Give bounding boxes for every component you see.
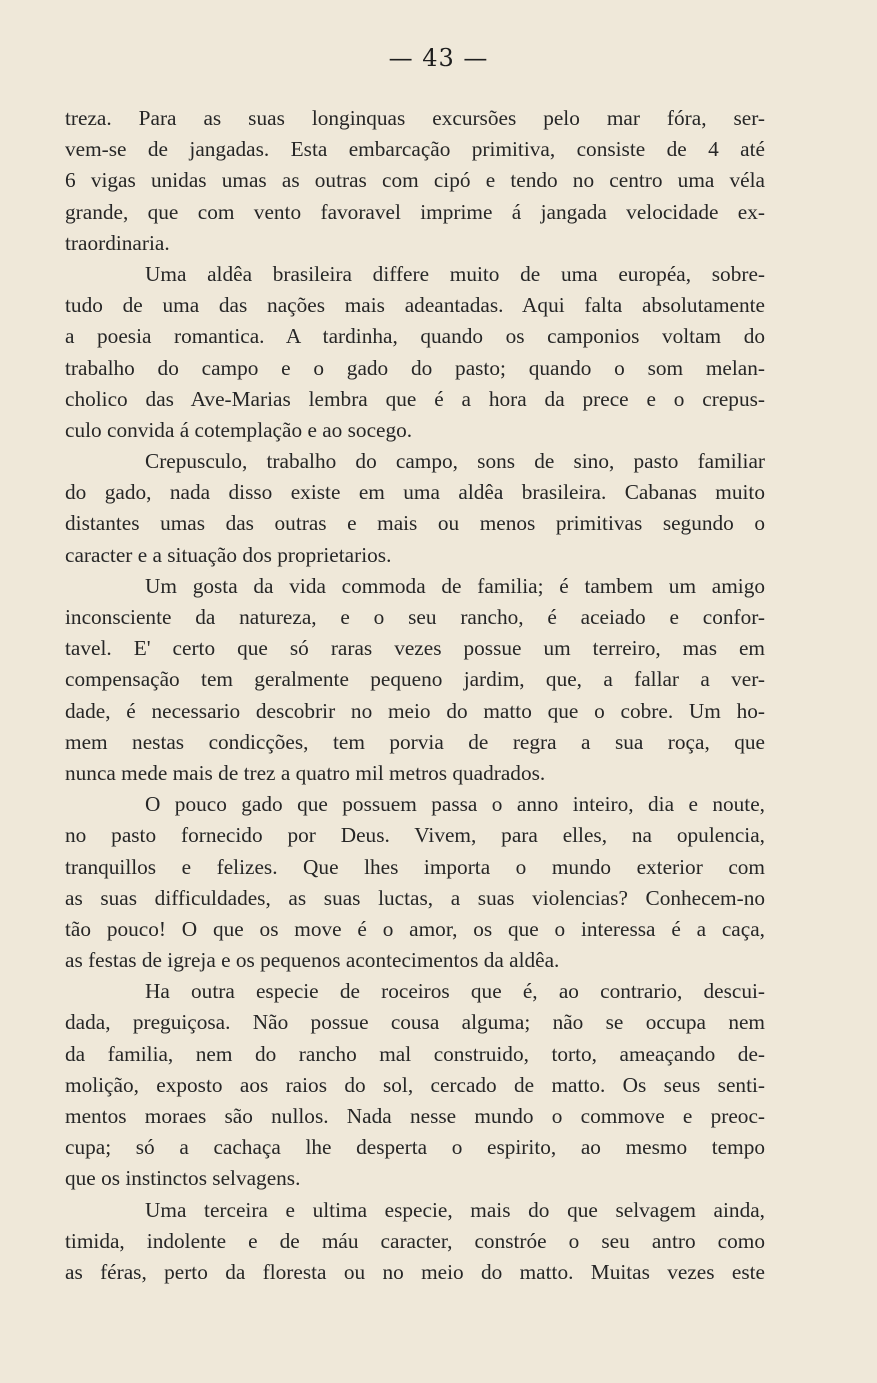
text-line: Uma terceira e ultima especie, mais do que selvagem ainda, — [145, 1197, 765, 1222]
text-line: Ha outra especie de roceiros que é, ao contrario, descui- — [145, 979, 765, 1004]
text-line: Um gosta da vida commoda de familia; é tambem um amigo — [145, 573, 765, 598]
text-line: do gado, nada disso existe em uma aldêa brasileira. Cabanas muito — [65, 480, 765, 505]
text-line: dade, é necessario descobrir no meio do matto que o cobre. Um ho- — [65, 698, 765, 723]
text-line: Uma aldêa brasileira differe muito de uma européa, sobre- — [145, 261, 765, 286]
text-line: traordinaria. — [65, 230, 170, 255]
text-line: distantes umas das outras e mais ou menos primitivas segundo o — [65, 511, 765, 536]
text-line: tudo de uma das nações mais adeantadas. Aqui falta absolutamente — [65, 293, 765, 318]
text-line: O pouco gado que possuem passa o anno inteiro, dia e noute, — [145, 792, 765, 817]
text-line: as suas difficuldades, as suas luctas, a suas violencias? Conhecem-no — [65, 885, 765, 910]
text-line: as festas de igreja e os pequenos acontecimentos da aldêa. — [65, 948, 560, 973]
text-line: grande, que com vento favoravel imprime á jangada velocidade ex- — [65, 199, 765, 224]
text-line: 6 vigas unidas umas as outras com cipó e tendo no centro uma véla — [65, 168, 765, 193]
text-line: cupa; só a cachaça lhe desperta o espirito, ao mesmo tempo — [65, 1135, 765, 1160]
text-line: que os instinctos selvagens. — [65, 1166, 301, 1191]
text-line: mem nestas condicções, tem porvia de regra a sua roça, que — [65, 729, 765, 754]
text-line: molição, exposto aos raios do sol, cercado de matto. Os seus senti- — [65, 1072, 765, 1097]
text-line: tranquillos e felizes. Que lhes importa o mundo exterior com — [65, 854, 765, 879]
text-line: Crepusculo, trabalho do campo, sons de sino, pasto familiar — [145, 449, 765, 474]
text-line: tão pouco! O que os move é o amor, os que o interessa é a caça, — [65, 916, 765, 941]
text-line: timida, indolente e de máu caracter, constróe o seu antro como — [65, 1228, 765, 1253]
text-line: vem-se de jangadas. Esta embarcação primitiva, consiste de 4 até — [65, 137, 765, 162]
text-line: caracter e a situação dos proprietarios. — [65, 542, 392, 567]
text-line: as féras, perto da floresta ou no meio do matto. Muitas vezes este — [65, 1259, 765, 1284]
text-line: da familia, nem do rancho mal construido, torto, ameaçando de- — [65, 1041, 765, 1066]
text-line: culo convida á cotemplação e ao socego. — [65, 417, 413, 442]
text-line: compensação tem geralmente pequeno jardim, que, a fallar a ver- — [65, 667, 765, 692]
body-text — [65, 103, 765, 1288]
text-line: treza. Para as suas longinquas excursões pelo mar fóra, ser- — [65, 106, 765, 130]
text-line: trabalho do campo e o gado do pasto; quando o som melan- — [65, 355, 765, 380]
text-line: mentos moraes são nullos. Nada nesse mundo o commove e preoc- — [65, 1104, 765, 1128]
text-line: tavel. E' certo que só raras vezes possue um terreiro, mas em — [65, 636, 765, 661]
text-line: cholico das Ave-Marias lembra que é a hora da prece e o crepus- — [65, 386, 765, 411]
text-line: a poesia romantica. A tardinha, quando os camponios voltam do — [65, 324, 765, 349]
text-line: nunca mede mais de trez a quatro mil metros quadrados. — [65, 760, 546, 785]
text-line: no pasto fornecido por Deus. Vivem, para elles, na opulencia, — [65, 823, 765, 848]
page-number: — 43 — — [388, 44, 489, 72]
text-line: dada, preguiçosa. Não possue cousa alguma; não se occupa nem — [65, 1010, 765, 1035]
text-line: inconsciente da natureza, e o seu rancho, é aceiado e confor- — [65, 605, 765, 629]
